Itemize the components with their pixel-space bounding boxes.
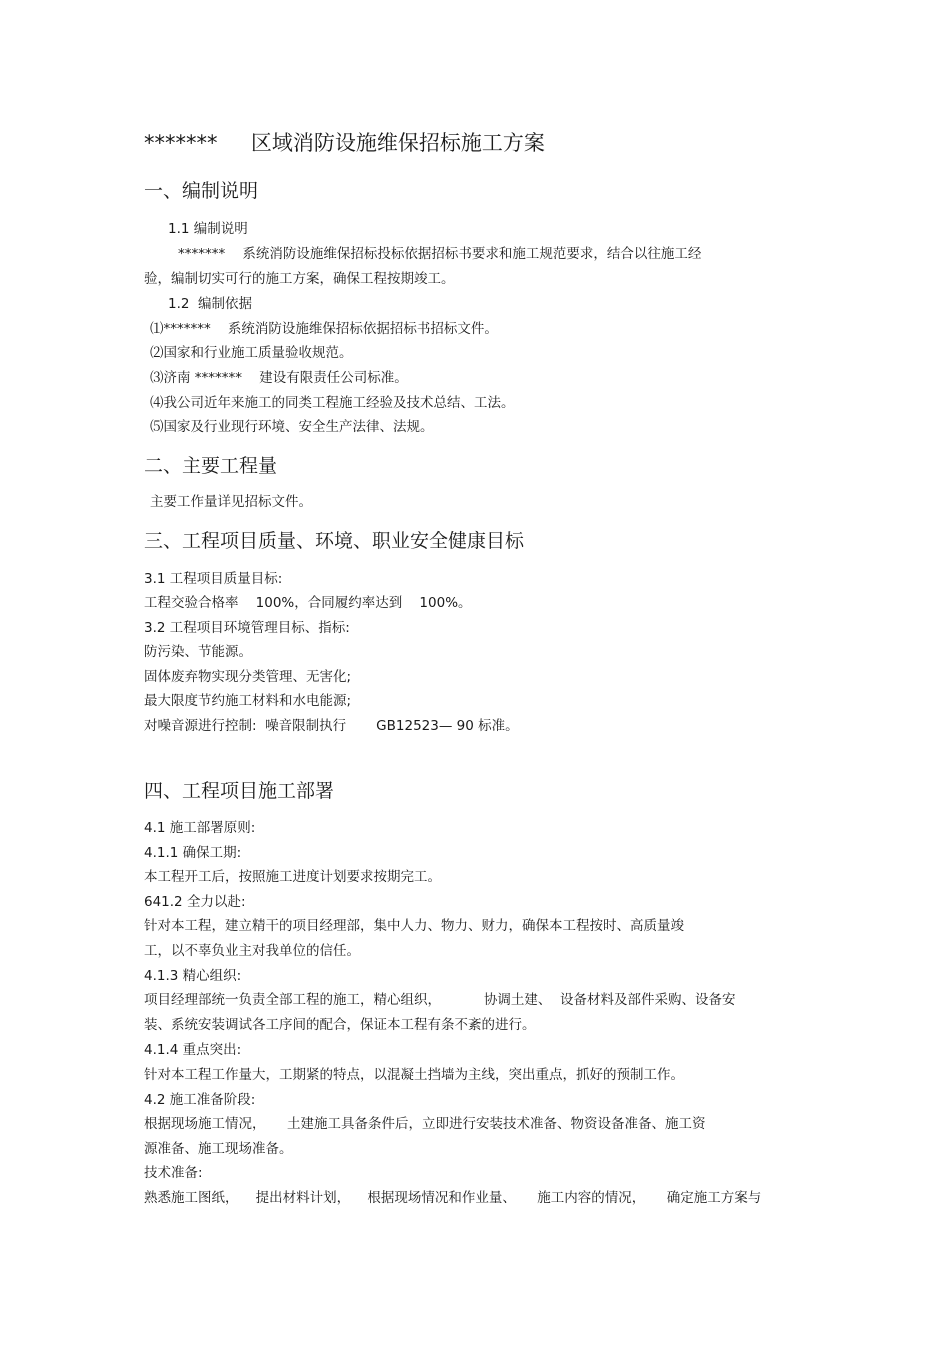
basis-item: ⑸国家及行业现行环境、安全生产法律、法规。 <box>150 419 434 435</box>
basis-item: ⑴******* 系统消防设施维保招标依据招标书招标文件。 <box>150 321 498 337</box>
section-4-line: 源准备、施工现场准备。 <box>144 1141 293 1157</box>
section-4-line: 针对本工程，建立精干的项目经理部，集中人力、物力、财力，确保本工程按时、高质量竣 <box>144 918 684 934</box>
section-4-line: 技术准备: <box>144 1165 203 1181</box>
section-4-line: 项目经理部统一负责全部工程的施工，精心组织， 协调土建、 设备材料及部件采购、设备安 <box>144 992 736 1008</box>
section-4-line: 根据现场施工情况， 土建施工具备条件后，立即进行安装技术准备、物资设备准备、施工资 <box>144 1116 706 1132</box>
document-title: ******* 区域消防设施维保招标施工方案 <box>144 131 545 155</box>
basis-item: ⑷我公司近年来施工的同类工程施工经验及技术总结、工法。 <box>150 395 515 411</box>
section-4-line: 针对本工程工作量大，工期紧的特点，以混凝土挡墙为主线，突出重点，抓好的预制工作。 <box>144 1067 684 1083</box>
section-1-heading: 一、编制说明 <box>144 180 259 202</box>
basis-item: ⑶济南 ******* 建设有限责任公司标准。 <box>150 370 408 386</box>
section-3-line: 工程交验合格率 100%，合同履约率达到 100%。 <box>144 595 472 611</box>
section-2-heading: 二、主要工程量 <box>144 455 278 477</box>
section-3-heading: 三、工程项目质量、环境、职业安全健康目标 <box>144 530 525 552</box>
section-3-line: 防污染、节能源。 <box>144 644 252 660</box>
section-3-line: 固体废弃物实现分类管理、无害化; <box>144 669 352 685</box>
section-4-line: 4.2 施工准备阶段: <box>144 1092 256 1108</box>
section-3-line: 3.2 工程项目环境管理目标、指标: <box>144 620 350 636</box>
paragraph: 验，编制切实可行的施工方案，确保工程按期竣工。 <box>144 271 455 287</box>
section-3-line: 对噪音源进行控制: 噪音限制执行 GB12523— 90 标准。 <box>144 718 519 734</box>
section-4-line: 4.1.1 确保工期: <box>144 845 242 861</box>
paragraph: 主要工作量详见招标文件。 <box>150 494 312 510</box>
paragraph: ******* 系统消防设施维保招标投标依据招标书要求和施工规范要求，结合以往施工经 <box>178 246 702 262</box>
section-1-2-heading: 1.2 编制依据 <box>168 296 253 312</box>
section-4-line: 641.2 全力以赴: <box>144 894 246 910</box>
section-4-line: 装、系统安装调试各工序间的配合，保证本工程有条不紊的进行。 <box>144 1017 536 1033</box>
section-4-heading: 四、工程项目施工部署 <box>144 780 335 802</box>
section-4-line: 熟悉施工图纸， 提出材料计划， 根据现场情况和作业量、 施工内容的情况， 确定施工方案与 <box>144 1190 762 1206</box>
basis-item: ⑵国家和行业施工质量验收规范。 <box>150 345 353 361</box>
section-4-line: 4.1.4 重点突出: <box>144 1042 242 1058</box>
section-4-line: 工，以不辜负业主对我单位的信任。 <box>144 943 360 959</box>
section-3-line: 3.1 工程项目质量目标: <box>144 571 283 587</box>
section-4-line: 本工程开工后，按照施工进度计划要求按期完工。 <box>144 869 441 885</box>
section-4-line: 4.1 施工部署原则: <box>144 820 256 836</box>
section-1-1-heading: 1.1 编制说明 <box>168 221 248 237</box>
section-3-line: 最大限度节约施工材料和水电能源; <box>144 693 352 709</box>
section-4-line: 4.1.3 精心组织: <box>144 968 242 984</box>
